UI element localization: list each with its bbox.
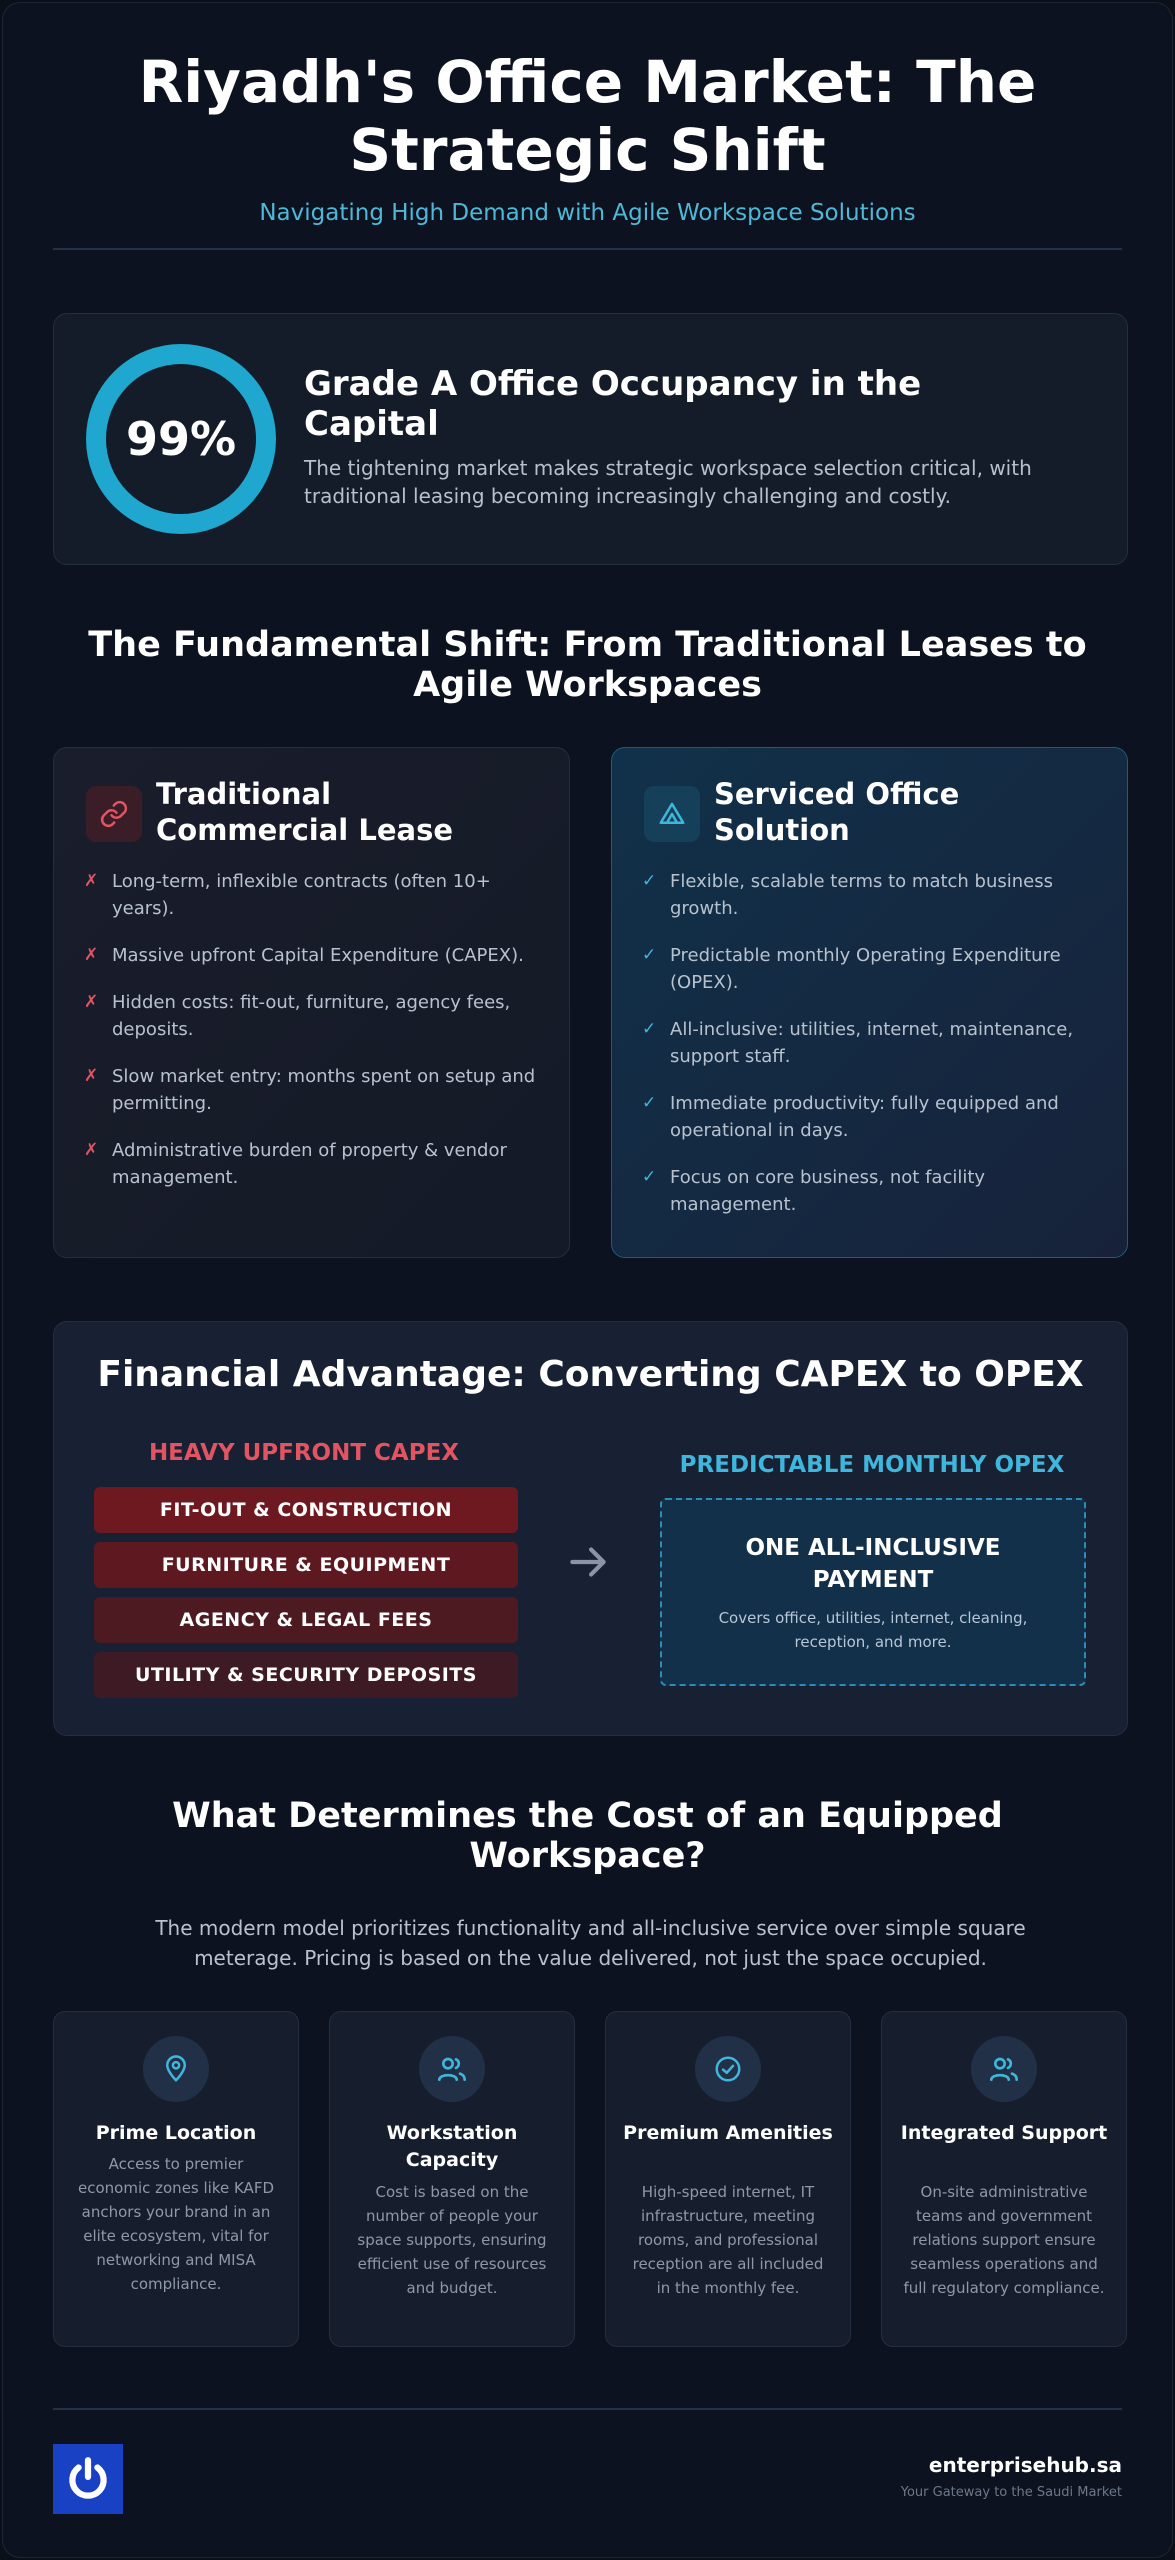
list-item <box>642 1164 1097 1218</box>
feature-title: Prime Location <box>95 2122 257 2144</box>
footer-divider <box>53 2408 1122 2410</box>
capex-item-deposits: UTILITY & SECURITY DEPOSITS <box>94 1652 518 1698</box>
location-pin-icon <box>143 2036 209 2102</box>
traditional-lease-title <box>156 776 546 848</box>
page-subtitle: Navigating High Demand with Agile Workspace Solutions <box>259 200 916 226</box>
serviced-office-title <box>714 776 1104 848</box>
list-item <box>642 1090 1097 1144</box>
financial-advantage-card <box>53 1321 1128 1736</box>
occupancy-description: The tightening market makes strategic workspace selection critical, with traditional leasing becoming increasingly challenging and costly. <box>304 456 1032 508</box>
link-icon <box>86 786 142 842</box>
list-item <box>84 1137 539 1191</box>
list-item-text: All-inclusive: utilities, internet, maintenance, support staff. <box>670 1019 1074 1067</box>
check-icon: ✓ <box>642 871 657 891</box>
feature-card-prime-location <box>53 2011 299 2347</box>
list-item <box>84 1063 539 1117</box>
cross-icon: ✗ <box>84 871 99 891</box>
cost-intro: The modern model prioritizes functionality and all-inclusive service over simple square meterage. Pricing is based on the value delivered, not just the space occupied. <box>155 1916 1026 1970</box>
list-item-text: Administrative burden of property & vendor management. <box>112 1140 507 1188</box>
shift-title-line2: Agile Workspaces <box>413 665 762 705</box>
feature-title <box>618 2120 838 2147</box>
traditional-lease-card <box>53 747 570 1258</box>
capex-item-agency: AGENCY & LEGAL FEES <box>94 1597 518 1643</box>
list-item <box>642 1016 1097 1070</box>
list-item-text: Hidden costs: fit-out, furniture, agency fees, deposits. <box>112 992 511 1040</box>
users-icon <box>419 2036 485 2102</box>
feature-card-integrated-support <box>881 2011 1127 2347</box>
feature-description: On-site administrative teams and government relations support ensure seamless operations and full regulatory compliance. <box>903 2183 1105 2297</box>
cross-icon: ✗ <box>84 992 99 1012</box>
check-circle-icon <box>695 2036 761 2102</box>
feature-title-text: Premium Amenities <box>623 2122 833 2144</box>
feature-description: High-speed internet, IT infrastructure, meeting rooms, and professional reception are all included in the monthly fee. <box>632 2183 824 2297</box>
traditional-title-line2: Commercial Lease <box>156 813 453 847</box>
serviced-office-list <box>642 868 1097 1238</box>
power-icon[interactable] <box>53 2444 123 2514</box>
check-icon: ✓ <box>642 1093 657 1113</box>
serviced-title-line1: Serviced Office <box>714 777 960 811</box>
list-item-text: Predictable monthly Operating Expenditure (OPEX). <box>670 945 1061 993</box>
brand-icon <box>644 786 700 842</box>
financial-title: Financial Advantage: Converting CAPEX to OPEX <box>97 1354 1084 1395</box>
infographic-page <box>2 2 1173 2558</box>
feature-title <box>894 2120 1114 2147</box>
feature-description: Access to premier economic zones like KAFD anchors your brand in an elite ecosystem, vital for networking and MISA compliance. <box>78 2155 274 2293</box>
list-item-text: Focus on core business, not facility management. <box>670 1167 986 1215</box>
users-icon <box>971 2036 1037 2102</box>
page-title-line2: Strategic Shift <box>349 116 826 184</box>
list-item-text: Long-term, inflexible contracts (often 10+ years). <box>112 871 491 919</box>
shift-section-title <box>3 625 1172 705</box>
occupancy-title: Grade A Office Occupancy in the Capital <box>304 364 922 444</box>
cross-icon: ✗ <box>84 945 99 965</box>
capex-item-furniture: FURNITURE & EQUIPMENT <box>94 1542 518 1588</box>
capex-item-fitout: FIT-OUT & CONSTRUCTION <box>94 1487 518 1533</box>
list-item-text: Flexible, scalable terms to match business growth. <box>670 871 1054 919</box>
opex-payment-box <box>660 1498 1086 1686</box>
feature-description: Cost is based on the number of people your space supports, ensuring efficient use of resources and budget. <box>357 2183 547 2297</box>
opex-title: ONE ALL-INCLUSIVE PAYMENT <box>745 1535 1001 1593</box>
opex-description: Covers office, utilities, internet, cleaning, reception, and more. <box>718 1609 1028 1651</box>
feature-title <box>342 2120 562 2174</box>
check-icon: ✓ <box>642 945 657 965</box>
list-item-text: Immediate productivity: fully equipped and operational in days. <box>670 1093 1059 1141</box>
traditional-lease-list <box>84 868 539 1211</box>
shift-title-line1: The Fundamental Shift: From Traditional Leases to <box>88 625 1087 665</box>
page-title-line1: Riyadh's Office Market: The <box>138 48 1037 116</box>
feature-title-text: Workstation Capacity <box>386 2122 518 2171</box>
brand-tagline: Your Gateway to the Saudi Market <box>900 2485 1122 2500</box>
arrow-right-icon <box>564 1537 614 1591</box>
list-item-text: Slow market entry: months spent on setup and permitting. <box>112 1066 536 1114</box>
list-item <box>84 989 539 1043</box>
traditional-title-line1: Traditional <box>156 777 332 811</box>
list-item <box>642 942 1097 996</box>
check-icon: ✓ <box>642 1167 657 1187</box>
list-item <box>84 868 539 922</box>
cost-title-line2: Workspace? <box>469 1836 706 1876</box>
capex-heading: HEAVY UPFRONT CAPEX <box>148 1440 460 1466</box>
cost-section-title <box>3 1796 1172 1876</box>
header <box>3 48 1172 226</box>
page-title <box>3 48 1172 184</box>
serviced-title-line2: Solution <box>714 813 850 847</box>
serviced-office-card <box>611 747 1128 1258</box>
feature-card-workstation-capacity <box>329 2011 575 2347</box>
list-item <box>84 942 539 969</box>
opex-heading: PREDICTABLE MONTHLY OPEX <box>679 1452 1065 1478</box>
header-divider <box>53 248 1122 250</box>
feature-card-premium-amenities <box>605 2011 851 2347</box>
list-item-text: Massive upfront Capital Expenditure (CAPEX). <box>112 945 524 966</box>
feature-title-text: Integrated Support <box>900 2122 1108 2144</box>
check-icon: ✓ <box>642 1019 657 1039</box>
brand-name[interactable]: enterprisehub.sa <box>928 2453 1122 2477</box>
cross-icon: ✗ <box>84 1066 99 1086</box>
cost-title-line1: What Determines the Cost of an Equipped <box>172 1796 1003 1836</box>
occupancy-ring <box>86 344 276 534</box>
occupancy-value: 99% <box>125 412 237 466</box>
list-item <box>642 868 1097 922</box>
cross-icon: ✗ <box>84 1140 99 1160</box>
occupancy-stat-card <box>53 313 1128 565</box>
